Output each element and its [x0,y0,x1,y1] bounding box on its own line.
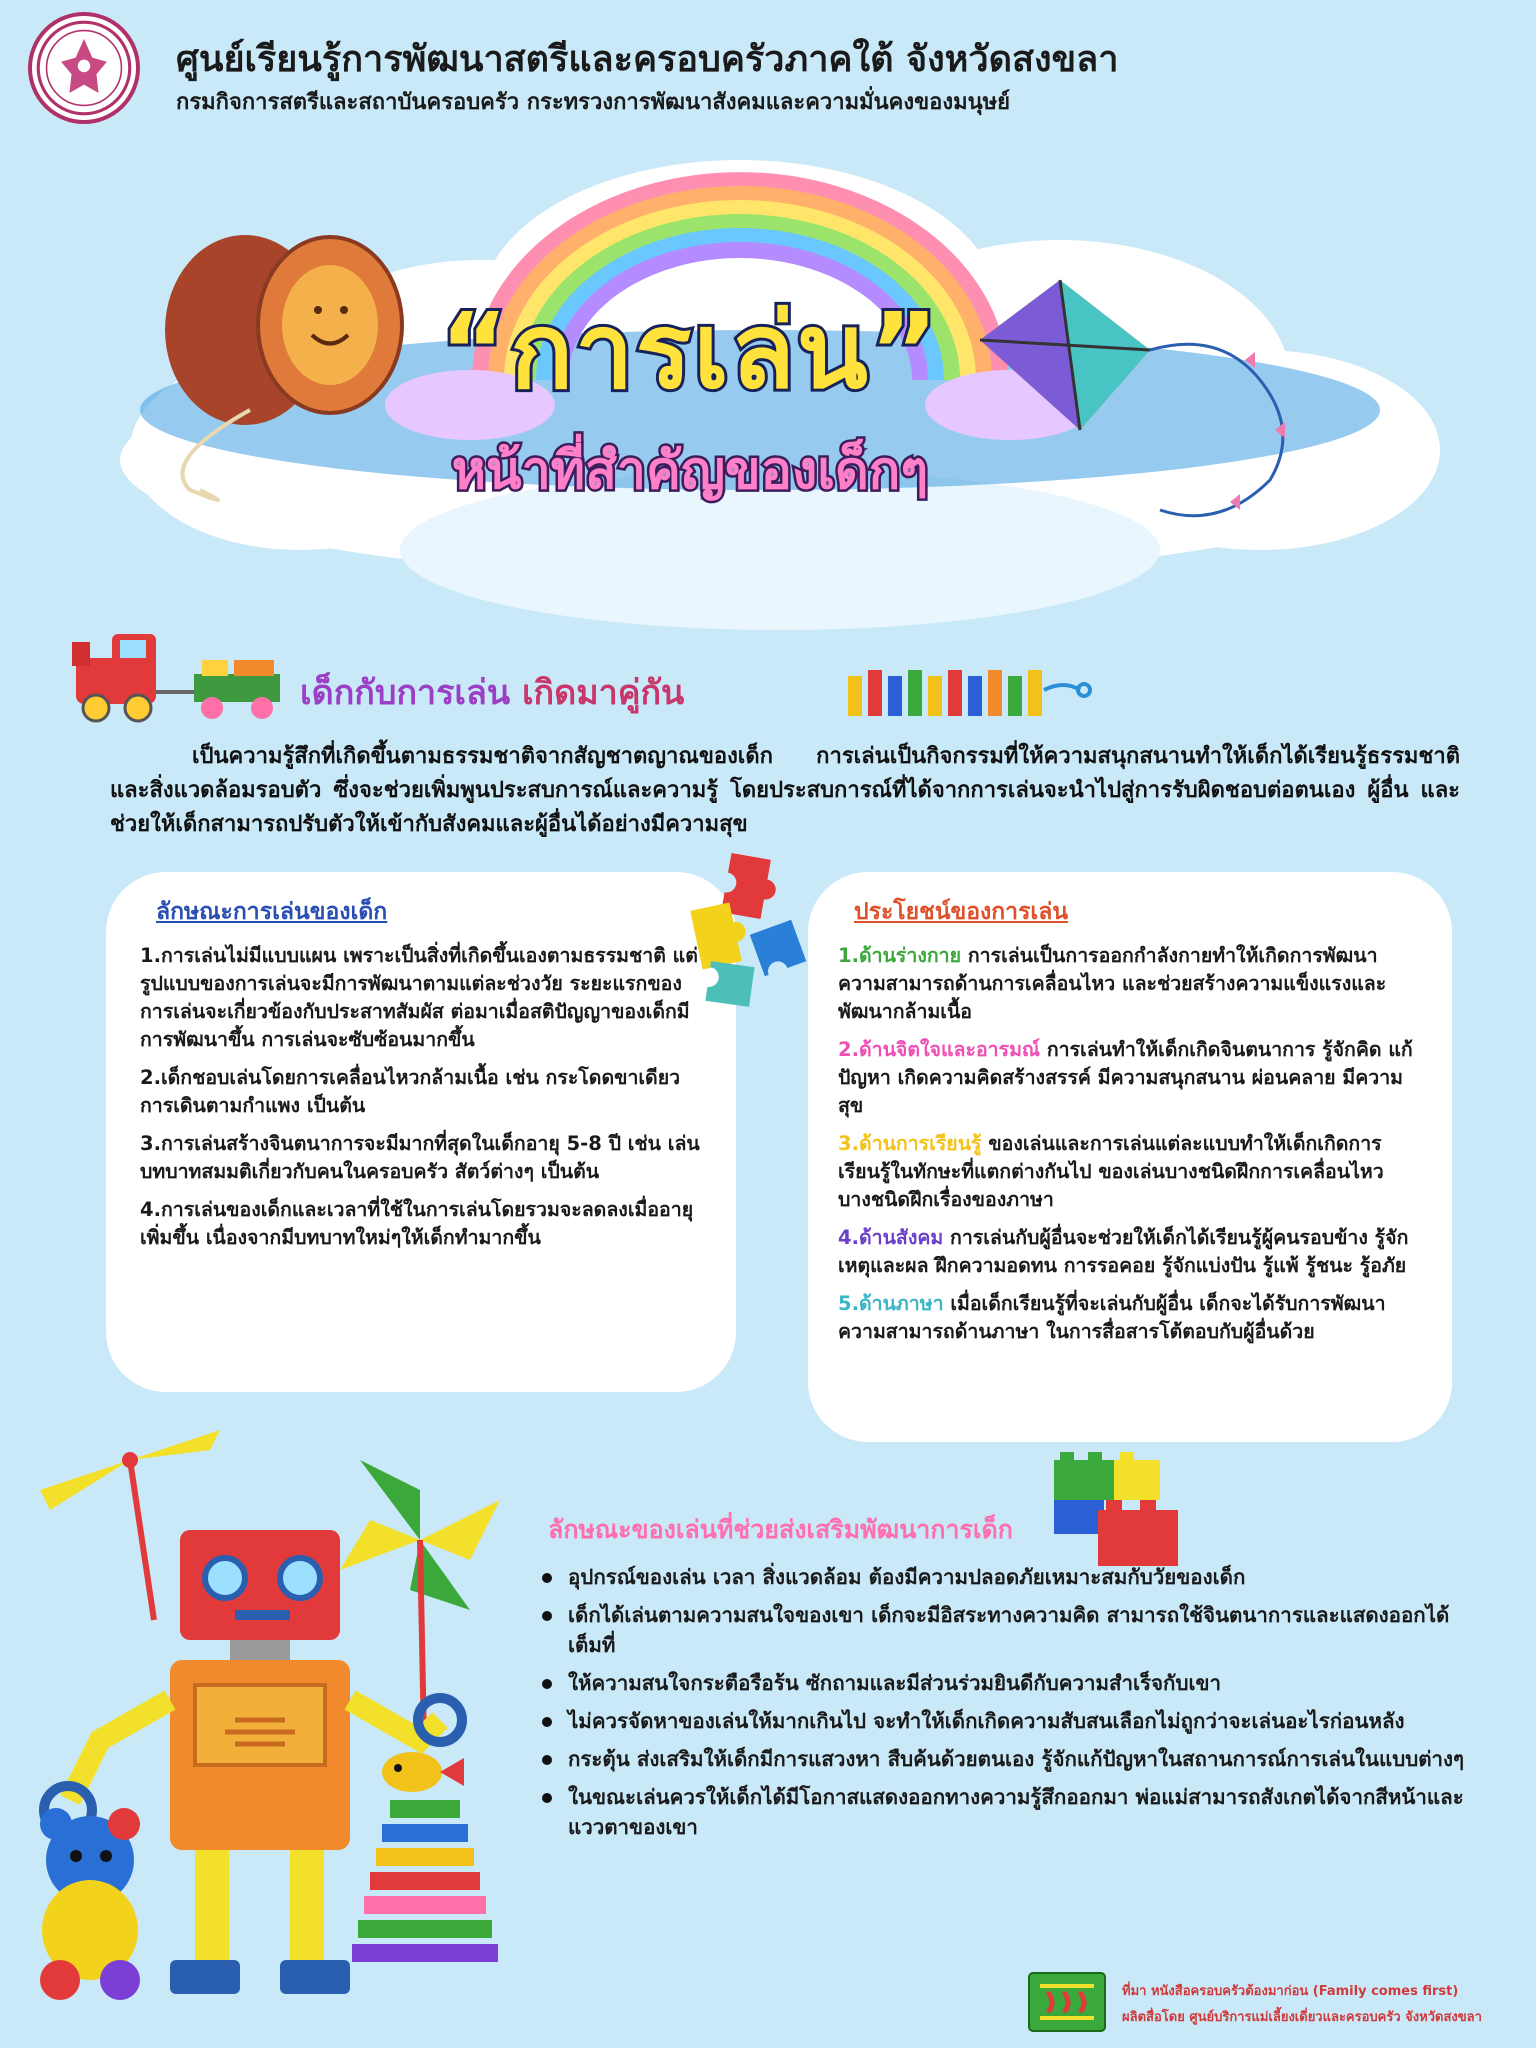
toy-train-blocks-icon [844,660,1094,730]
characteristic-item: 2.เด็กชอบเล่นโดยการเคลื่อนไหวกล้ามเนื้อ เช่น กระโดดขาเดียว การเดินตามกำแพง เป็นต้น [140,1066,681,1117]
xylophone-tower-icon [352,1800,498,1962]
benefit-text: การเล่นเป็นการออกกำลังกายทำให้เกิดการพัฒนาความสามารถด้านการเคลื่อนไหว และช่วยสร้างความแข็งแรงและพัฒนากล้ามเนื้อ [838,944,1387,1023]
list-item: ให้ความสนใจกระตือรือร้น ซักถามและมีส่วนร่วมยินดีกับความสำเร็จกับเขา [540,1668,1470,1698]
characteristic-item: 3.การเล่นสร้างจินตนาการจะมีมากที่สุดในเด็กอายุ 5-8 ปี เช่น เล่นบทบาทสมมติเกี่ยวกับคนในครอบครัว สัตว์ต่างๆ เป็นต้น [140,1132,700,1183]
family-book-logo [1028,1972,1106,2032]
benefit-item [838,942,1422,1026]
benefit-label-social: 4.ด้านสังคม [838,1226,944,1249]
train-icon [62,618,292,728]
list-item: กระตุ้น ส่งเสริมให้เด็กมีการแสวงหา สืบค้นด้วยตนเอง รู้จักแก้ปัญหาในสถานการณ์การเล่นในแบบต่างๆ [540,1744,1470,1774]
organization-name: ศูนย์เรียนรู้การพัฒนาสตรีและครอบครัวภาคใต้ จังหวัดสงขลา [176,39,1119,80]
heading-part-a: เด็กกับการเล่น [300,673,511,713]
card-title-benefits: ประโยชน์ของการเล่น [854,899,1069,925]
puzzle-icon [686,846,826,1016]
benefit-text: การเล่นทำให้เด็กเกิดจินตนาการ รู้จักคิด แก้ปัญหา เกิดความคิดสร้างสรรค์ มีความสนุกสนาน ผ่อนคลาย มีความสุข [838,1038,1413,1117]
benefit-text: เมื่อเด็กเรียนรู้ที่จะเล่นกับผู้อื่น เด็กจะได้รับการพัฒนาความสามารถด้านภาษา ในการสื่อสารโต้ตอบกับผู้อื่นด้วย [838,1292,1386,1343]
list-item: ในขณะเล่นควรให้เด็กได้มีโอกาสแสดงออกทางความรู้สึกออกมา พ่อแม่สามารถสังเกตได้จากสีหน้าและแววตาของเขา [540,1782,1470,1842]
benefit-label-emotional: 2.ด้านจิตใจและอารมณ์ [838,1038,1041,1061]
source-credit: ที่มา หนังสือครอบครัวต้องมาก่อน (Family comes first) [1122,1984,1459,1999]
benefit-item [838,1130,1422,1214]
benefit-item [838,1224,1422,1280]
benefit-item [838,1290,1422,1346]
heading-part-b: เกิดมาคู่กัน [521,673,685,713]
section-heading-toys: ลักษณะของเล่นที่ช่วยส่งเสริมพัฒนาการเด็ก [548,1515,1013,1544]
section-heading-play [300,665,684,719]
emblem-logo [28,12,140,124]
characteristic-item: 4.การเล่นของเด็กและเวลาที่ใช้ในการเล่นโดยรวมจะลดลงเมื่ออายุเพิ่มขึ้น เนื่องจากมีบทบาทใหม่ๆให้เด็กทำมากขึ้น [140,1198,694,1249]
toys-illustration [20,1420,540,2040]
fish-toy-icon [382,1752,464,1792]
card-title-characteristics: ลักษณะการเล่นของเด็ก [156,899,388,925]
teddy-bear-icon [40,1808,140,2000]
benefit-item [838,1036,1422,1120]
list-item: เด็กได้เล่นตามความสนใจของเขา เด็กจะมีอิสระทางความคิด สามารถใช้จินตนาการและแสดงออกได้เต็มที่ [540,1600,1470,1660]
poster-title: “การเล่น” [439,290,941,412]
toy-guidelines-list [540,1562,1470,1850]
play-characteristics-card [106,872,736,1392]
organization-subtitle: กรมกิจการสตรีและสถาบันครอบครัว กระทรวงการพัฒนาสังคมและความมั่นคงของมนุษย์ [176,90,1011,115]
producer-credit: ผลิตสื่อโดย ศูนย์บริการแม่เลี้ยงเดี่ยวและครอบครัว จังหวัดสงขลา [1122,2010,1482,2025]
benefit-text: การเล่นกับผู้อื่นจะช่วยให้เด็กได้เรียนรู้ผู้คนรอบข้าง รู้จักเหตุและผล ฝึกความอดทน การรอคอย รู้จักแบ่งปัน รู้แพ้ รู้ชนะ รู้อภัย [838,1226,1409,1277]
characteristic-item: 1.การเล่นไม่มีแบบแผน เพราะเป็นสิ่งที่เกิดขึ้นเองตามธรรมชาติ แต่รูปแบบของการเล่นจะมีการพัฒนาตามแต่ละช่วงวัย ระยะแรกของการเล่นจะเกี่ยวข้องกับประสาทสัมผัส ต่อมาเมื่อสติปัญญาของเด็กมีการพัฒนาขึ้น การเล่นจะซับซ้อนมากขึ้น [140,944,698,1051]
list-item: อุปกรณ์ของเล่น เวลา สิ่งแวดล้อม ต้องมีความปลอดภัยเหมาะสมกับวัยของเด็ก [540,1562,1470,1592]
poster-subtitle: หน้าที่สำคัญของเด็กๆ [451,441,929,501]
benefit-label-learning: 3.ด้านการเรียนรู้ [838,1132,982,1155]
play-benefits-card [808,872,1452,1442]
intro-paragraph: เป็นความรู้สึกที่เกิดขึ้นตามธรรมชาติจากสัญชาตญาณของเด็ก การเล่นเป็นกิจกรรมที่ให้ความสนุกสนานทำให้เด็กได้เรียนรู้ธรรมชาติและสิ่งแวดล้อมรอบตัว ซึ่งจะช่วยเพิ่มพูนประสบการณ์และความรู้ โดยประสบการณ์ที่ได้จากการเล่นจะนำไปสู่การรับผิดชอบต่อตนเอง ผู้อื่น และช่วยให้เด็กสามารถปรับตัวให้เข้ากับสังคมและผู้อื่นได้อย่างมีความสุข [110,744,1460,837]
benefit-label-physical: 1.ด้านร่างกาย [838,944,962,967]
benefit-text: ของเล่นและการเล่นแต่ละแบบทำให้เด็กเกิดการเรียนรู้ในทักษะที่แตกต่างกันไป ของเล่นบางชนิดฝึกการเคลื่อนไหว บางชนิดฝึกเรื่องของภาษา [838,1132,1384,1211]
list-item: ไม่ควรจัดหาของเล่นให้มากเกินไป จะทำให้เด็กเกิดความสับสนเลือกไม่ถูกว่าจะเล่นอะไรก่อนหลัง [540,1706,1470,1736]
benefit-label-language: 5.ด้านภาษา [838,1292,944,1315]
lego-blocks-icon [1050,1450,1190,1570]
